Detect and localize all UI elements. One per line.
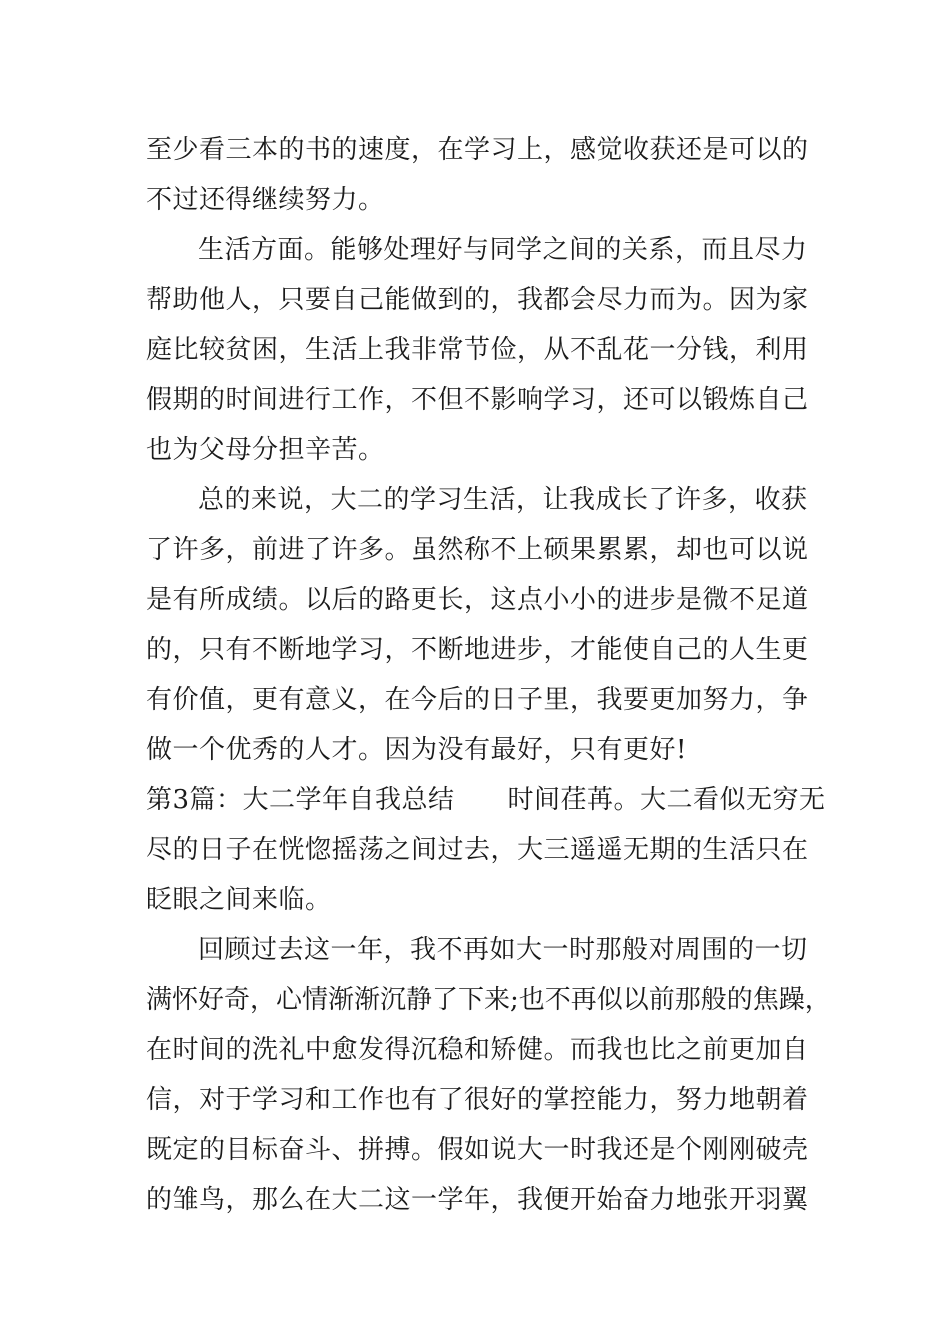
text-line: 庭比较贫困，生活上我非常节俭，从不乱花一分钱，利用 <box>146 335 809 365</box>
text-line: 帮助他人，只要自己能做到的，我都会尽力而为。因为家 <box>146 285 809 315</box>
text-line: 信，对于学习和工作也有了很好的掌控能力，努力地朝着 <box>146 1085 809 1115</box>
text-line: 不过还得继续努力。 <box>146 185 385 215</box>
text-line: 做一个优秀的人才。因为没有最好，只有更好! <box>146 735 687 765</box>
text-line: 是有所成绩。以后的路更长，这点小小的进步是微不足道 <box>146 585 809 615</box>
text-line: 有价值，更有意义，在今后的日子里，我要更加努力，争 <box>146 685 809 715</box>
text-line: 也为父母分担辛苦。 <box>146 435 385 465</box>
text-line: 至少看三本的书的速度，在学习上，感觉收获还是可以的 <box>146 135 809 165</box>
paragraph-start-line: 总的来说，大二的学习生活，让我成长了许多，收获 <box>198 485 808 515</box>
text-line: 尽的日子在恍惚摇荡之间过去，大三遥遥无期的生活只在 <box>146 835 809 865</box>
paragraph-start-line: 回顾过去这一年，我不再如大一时那般对周围的一切 <box>198 935 808 965</box>
text-line: 满怀好奇，心情渐渐沉静了下来;也不再似以前那般的焦躁， <box>146 985 831 1015</box>
text-line: 眨眼之间来临。 <box>146 885 332 915</box>
text-line: 的雏鸟，那么在大二这一学年，我便开始奋力地张开羽翼 <box>146 1185 809 1215</box>
text-line: 的，只有不断地学习，不断地进步，才能使自己的人生更 <box>146 635 809 665</box>
text-line: 了许多，前进了许多。虽然称不上硕果累累，却也可以说 <box>146 535 809 565</box>
text-line: 假期的时间进行工作，不但不影响学习，还可以锻炼自己 <box>146 385 809 415</box>
paragraph-start-line: 生活方面。能够处理好与同学之间的关系，而且尽力 <box>198 235 808 265</box>
text-line: 在时间的洗礼中愈发得沉稳和矫健。而我也比之前更加自 <box>146 1035 809 1065</box>
text-line: 既定的目标奋斗、拼搏。假如说大一时我还是个刚刚破壳 <box>146 1135 809 1165</box>
section-heading-line: 第3篇：大二学年自我总结 时间荏苒。大二看似无穷无 <box>146 785 826 815</box>
